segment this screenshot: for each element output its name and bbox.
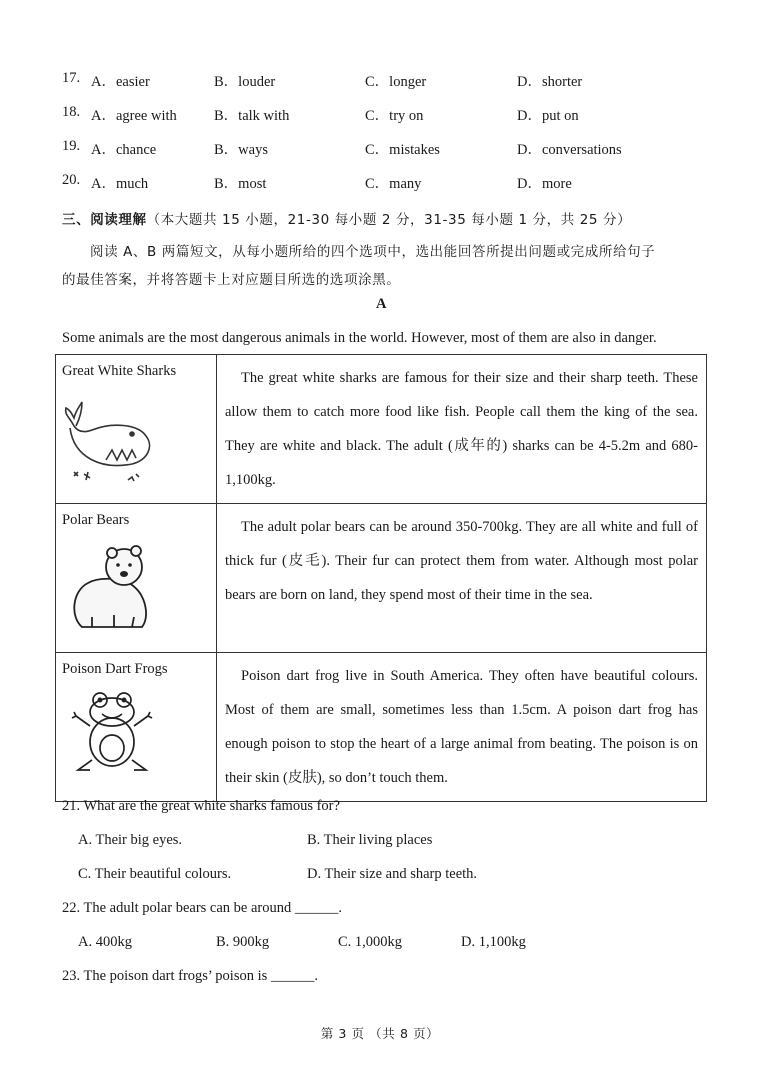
option-c: C．longer	[365, 74, 427, 90]
option-c: C．mistakes	[365, 142, 440, 158]
name-cell	[56, 653, 217, 802]
q22-option-a: A. 400kg	[78, 934, 132, 950]
section-title: 三、阅读理解	[62, 212, 147, 228]
option-a: A．easier	[91, 74, 150, 90]
table-row	[56, 653, 707, 802]
description-cell	[217, 653, 707, 802]
instruction-line-2: 的最佳答案，并将答题卡上对应题目所选的选项涂黑。	[62, 272, 401, 288]
option-d: D．more	[517, 176, 572, 192]
instruction-line-1: 阅读 A、B 两篇短文，从每小题所给的四个选项中，选出能回答所提出问题或完成所给句子	[90, 244, 656, 260]
option-row-17	[62, 70, 722, 90]
q21-option-b: B. Their living places	[307, 832, 433, 848]
animals-table	[55, 354, 707, 802]
name-cell	[56, 504, 217, 653]
frog-illustration	[62, 686, 162, 778]
shark-illustration	[62, 388, 162, 488]
option-a: A．much	[91, 176, 149, 192]
passage-label: A	[376, 296, 387, 312]
animal-description: The adult polar bears can be around 350-700kg. They are all white and full of thick fur (皮毛). Their fur can protect them from water. Although most polar bears are born on land, they spend most of their time in the sea.	[225, 519, 698, 603]
polar-bear-illustration	[62, 537, 162, 637]
q21-option-a: A. Their big eyes.	[78, 832, 183, 848]
section-note: （本大题共 15 小题，21-30 每小题 2 分，31-35 每小题 1 分，共 25 分）	[146, 212, 632, 228]
table-row	[56, 504, 707, 653]
question-21-stem: 21. What are the great white sharks famous for?	[62, 798, 340, 814]
option-b: B．ways	[214, 142, 268, 158]
page-footer: 第 3 页 （共 8 页）	[320, 1026, 440, 1041]
passage-intro: Some animals are the most dangerous animals in the world. However, most of them are also in danger.	[62, 330, 657, 346]
description-cell	[217, 504, 707, 653]
question-number: 18.	[62, 104, 81, 120]
option-b: B．talk with	[214, 108, 290, 124]
question-23-stem: 23. The poison dart frogs’ poison is ______.	[62, 968, 319, 984]
question-number: 19.	[62, 138, 81, 154]
option-b: B．louder	[214, 74, 276, 90]
option-c: C．try on	[365, 108, 424, 124]
option-d: D．shorter	[517, 74, 583, 90]
animal-name: Poison Dart Frogs	[62, 661, 168, 677]
animal-name: Polar Bears	[62, 512, 130, 528]
option-d: D．put on	[517, 108, 579, 124]
animal-description: Poison dart frog live in South America. They often have beautiful colours. Most of them are small, sometimes less than 1.5cm. A poison dart frog has enough poison to stop the heart of a large animal from beating. The poison is on their skin (皮肤), so don’t touch them.	[225, 668, 698, 786]
option-row-19	[62, 138, 722, 158]
q22-option-b: B. 900kg	[216, 934, 270, 950]
option-b: B．most	[214, 176, 267, 192]
option-row-20	[62, 172, 722, 192]
q21-option-c: C. Their beautiful colours.	[78, 866, 232, 882]
table-row	[56, 355, 707, 504]
question-number: 17.	[62, 70, 81, 86]
option-row-18	[62, 104, 722, 124]
description-cell	[217, 355, 707, 504]
q22-option-d: D. 1,100kg	[461, 934, 526, 950]
option-a: A．agree with	[91, 108, 177, 124]
question-number: 20.	[62, 172, 81, 188]
animal-name: Great White Sharks	[62, 363, 177, 379]
option-c: C．many	[365, 176, 422, 192]
q22-option-c: C. 1,000kg	[338, 934, 403, 950]
section-heading	[62, 208, 631, 228]
option-d: D．conversations	[517, 142, 622, 158]
q21-option-d: D. Their size and sharp teeth.	[307, 866, 478, 882]
animal-description: The great white sharks are famous for their size and their sharp teeth. These allow them to catch more food like fish. People call them the king of the sea. They are white and black. The adult (成年的) sharks can be 4-5.2m and 680-1,100kg.	[225, 370, 698, 488]
question-22-stem: 22. The adult polar bears can be around ______.	[62, 900, 342, 916]
option-a: A．chance	[91, 142, 157, 158]
name-cell	[56, 355, 217, 504]
